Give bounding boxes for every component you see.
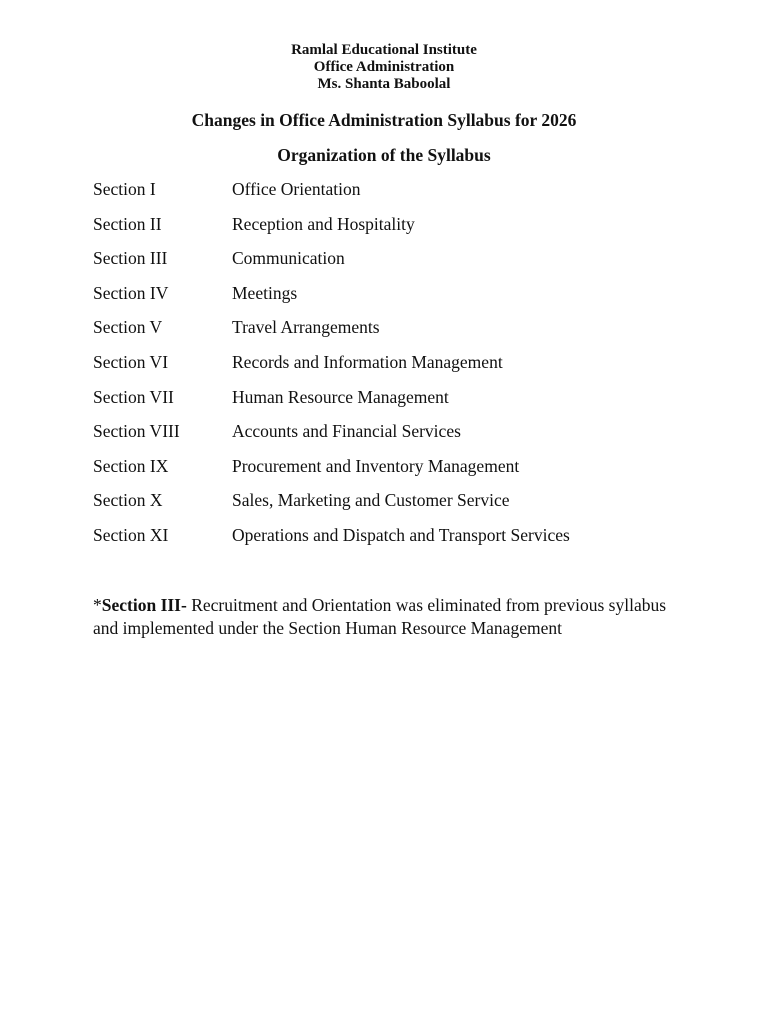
section-number: Section I	[93, 179, 156, 199]
department-name: Office Administration	[313, 59, 455, 75]
section-row	[93, 488, 713, 523]
section-name: Operations and Dispatch and Transport Services	[232, 524, 570, 545]
note-asterisk: *	[93, 595, 102, 615]
section-row	[93, 419, 713, 454]
institute-name: Ramlal Educational Institute	[291, 42, 477, 58]
section-number: Section III	[93, 248, 168, 269]
document-subtitle: Organization of the Syllabus	[277, 145, 491, 165]
section-name: Meetings	[232, 282, 298, 303]
section-name: Office Orientation	[232, 179, 361, 199]
section-row	[93, 385, 713, 420]
section-number: Section VIII	[93, 421, 180, 442]
section-name: Accounts and Financial Services	[232, 421, 461, 442]
section-number: Section IX	[93, 455, 169, 476]
document-title: Changes in Office Administration Syllabus for 2026	[191, 110, 577, 130]
section-row	[93, 246, 713, 281]
section-name: Reception and Hospitality	[232, 213, 415, 234]
note-section-label: Section III-	[101, 595, 187, 615]
section-number: Section XI	[93, 524, 169, 545]
section-number: Section X	[93, 490, 163, 511]
section-list	[93, 177, 713, 558]
section-name: Travel Arrangements	[232, 317, 380, 338]
section-name: Sales, Marketing and Customer Service	[232, 490, 510, 511]
section-row	[93, 281, 713, 316]
section-number: Section VI	[93, 351, 169, 372]
section-row	[93, 350, 713, 385]
section-number: Section VII	[93, 386, 174, 407]
section-name: Human Resource Management	[232, 386, 449, 407]
section-row	[93, 315, 713, 350]
teacher-name: Ms. Shanta Baboolal	[317, 76, 451, 92]
section-name: Communication	[232, 248, 345, 269]
section-name: Procurement and Inventory Management	[232, 455, 520, 476]
section-row	[93, 177, 713, 212]
section-number: Section V	[93, 317, 163, 338]
section-row	[93, 454, 713, 489]
section-number: Section IV	[93, 282, 169, 303]
section-number: Section II	[93, 213, 162, 234]
section-name: Records and Information Management	[232, 351, 503, 372]
document-header	[0, 42, 768, 93]
note-text: Recruitment and Orientation was eliminated from previous syllabus and implemented under the Section Human Resource Management	[93, 595, 667, 638]
section-change-note	[93, 594, 673, 640]
section-row	[93, 212, 713, 247]
section-row	[93, 523, 713, 558]
